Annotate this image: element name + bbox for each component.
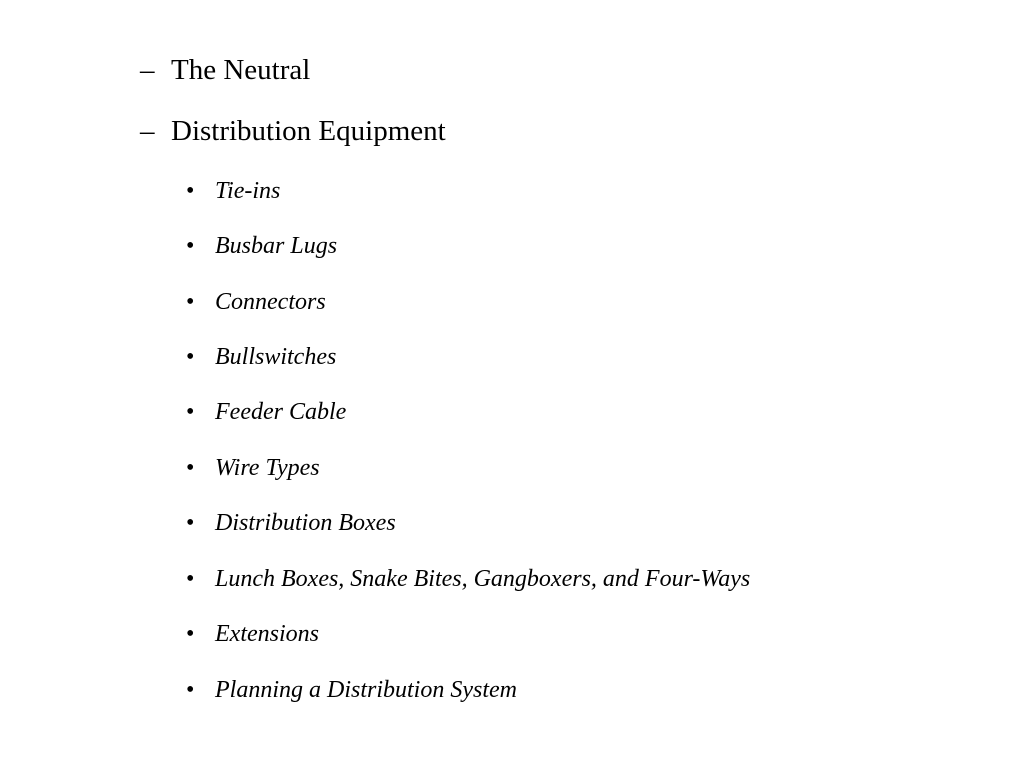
sub-item-label: Feeder Cable <box>215 399 347 425</box>
sub-item-label: Busbar Lugs <box>215 233 338 259</box>
bullet-marker: • <box>186 510 195 536</box>
sub-item-label: Tie-ins <box>215 178 281 204</box>
bullet-marker: • <box>186 621 195 647</box>
sub-item-label: Bullswitches <box>215 344 337 370</box>
bullet-marker: • <box>186 289 195 315</box>
bullet-marker: • <box>186 344 195 370</box>
bullet-marker: • <box>186 178 195 204</box>
bullet-marker: • <box>186 566 195 592</box>
sub-item-label: Connectors <box>215 289 326 315</box>
sub-item-label: Distribution Boxes <box>215 510 396 536</box>
bullet-marker: • <box>186 399 195 425</box>
dash-marker: – <box>140 54 155 86</box>
sub-item-label: Extensions <box>215 621 319 647</box>
sub-item-label: Lunch Boxes, Snake Bites, Gangboxers, and Four-Ways <box>215 566 751 592</box>
sub-item-label: Wire Types <box>215 455 320 481</box>
bullet-marker: • <box>186 677 195 703</box>
outline-item-label: Distribution Equipment <box>171 115 446 147</box>
sub-item-label: Planning a Distribution System <box>215 677 517 703</box>
bullet-marker: • <box>186 233 195 259</box>
dash-marker: – <box>140 115 155 147</box>
bullet-marker: • <box>186 455 195 481</box>
outline-item-label: The Neutral <box>171 54 311 86</box>
